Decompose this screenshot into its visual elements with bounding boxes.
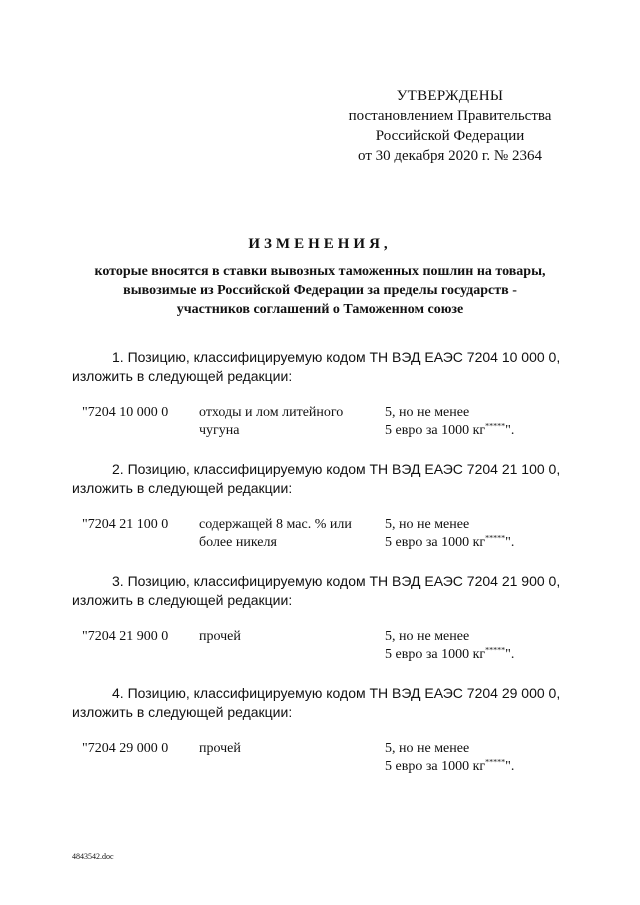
tariff-code: "7204 29 000 0 <box>82 741 169 756</box>
description-line-1: прочей <box>199 629 241 644</box>
description-line-1: содержащей 8 мас. % или <box>199 517 352 532</box>
rate-line-2 <box>385 758 565 776</box>
amendment-paragraph: 1. Позицию, классифицируемую кодом ТН ВЭД ЕАЭС 7204 10 000 0, изложить в следующей редакции: <box>72 349 561 384</box>
amendment-item-3 <box>72 572 572 662</box>
rate-text: 5 евро за 1000 кг <box>385 759 486 774</box>
footnote-marker: ***** <box>485 421 506 431</box>
footnote-marker: ***** <box>485 757 506 767</box>
rate-line-1: 5, но не менее <box>385 517 470 532</box>
approval-line-1: постановлением Правительства <box>348 108 552 124</box>
tariff-rate <box>385 516 565 552</box>
amendment-paragraph: 3. Позицию, классифицируемую кодом ТН ВЭД ЕАЭС 7204 21 900 0, изложить в следующей редакции: <box>72 573 561 608</box>
tariff-code: "7204 21 900 0 <box>82 629 169 644</box>
approval-stamp <box>340 86 560 166</box>
rate-text: 5 евро за 1000 кг <box>385 647 486 662</box>
amendment-paragraph: 4. Позицию, классифицируемую кодом ТН ВЭД ЕАЭС 7204 29 000 0, изложить в следующей редакции: <box>72 685 561 720</box>
closing-quote: ". <box>505 647 515 662</box>
tariff-description <box>199 516 379 552</box>
amendment-paragraph: 2. Позицию, классифицируемую кодом ТН ВЭД ЕАЭС 7204 21 100 0, изложить в следующей редакции: <box>72 461 561 496</box>
subtitle-line-3: участников соглашений о Таможенном союзе <box>176 302 464 317</box>
rate-text: 5 евро за 1000 кг <box>385 535 486 550</box>
approval-line-3: от 30 декабря 2020 г. № 2364 <box>358 148 542 164</box>
tariff-rate <box>385 628 565 664</box>
description-line-2: чугуна <box>199 423 240 438</box>
approval-line-2: Российской Федерации <box>375 128 525 144</box>
description-line-2: более никеля <box>199 535 277 550</box>
tariff-code: "7204 21 100 0 <box>82 517 169 532</box>
tariff-code: "7204 10 000 0 <box>82 405 169 420</box>
footnote-marker: ***** <box>485 645 506 655</box>
rate-line-1: 5, но не менее <box>385 741 470 756</box>
rate-text: 5 евро за 1000 кг <box>385 423 486 438</box>
tariff-description <box>199 628 379 646</box>
subtitle-line-2: вывозимые из Российской Федерации за пределы государств - <box>123 283 517 298</box>
amendment-item-2 <box>72 460 572 550</box>
tariff-rate <box>385 740 565 776</box>
file-name-footer: 4843542.doc <box>72 852 114 861</box>
closing-quote: ". <box>505 423 515 438</box>
document-title: ИЗМЕНЕНИЯ, <box>248 236 392 252</box>
document-subtitle <box>40 262 600 319</box>
description-line-1: отходы и лом литейного <box>199 405 344 420</box>
rate-line-1: 5, но не менее <box>385 629 470 644</box>
amendment-item-4 <box>72 684 572 774</box>
description-line-1: прочей <box>199 741 241 756</box>
rate-line-2 <box>385 422 565 440</box>
footnote-marker: ***** <box>485 533 506 543</box>
rate-line-1: 5, но не менее <box>385 405 470 420</box>
tariff-description <box>199 404 379 440</box>
closing-quote: ". <box>505 759 515 774</box>
tariff-rate <box>385 404 565 440</box>
amendment-item-1 <box>72 348 572 438</box>
rate-line-2 <box>385 534 565 552</box>
tariff-description <box>199 740 379 758</box>
rate-line-2 <box>385 646 565 664</box>
subtitle-line-1: которые вносятся в ставки вывозных таможенных пошлин на товары, <box>94 264 546 279</box>
approval-title: УТВЕРЖДЕНЫ <box>396 88 504 104</box>
closing-quote: ". <box>505 535 515 550</box>
